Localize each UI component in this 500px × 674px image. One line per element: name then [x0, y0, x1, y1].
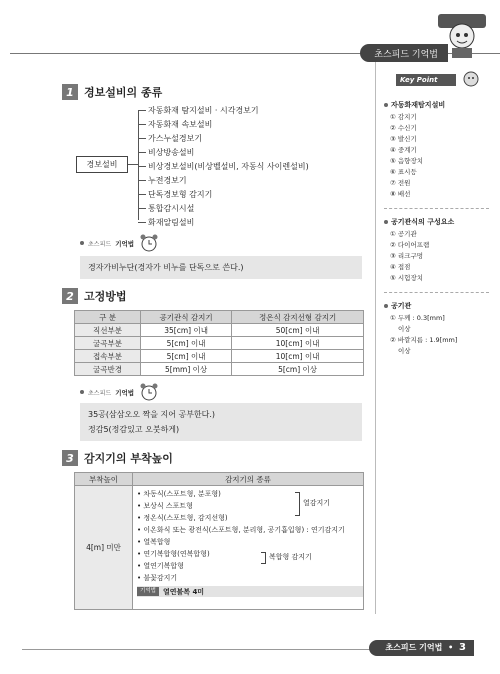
list-item: • 이온화식 또는 광전식(스포트형, 분리형, 공기흡입형) : 연기감지기: [137, 526, 345, 534]
sidebar-item: ⑦ 전원: [390, 179, 411, 187]
section-title: 고정방법: [84, 290, 127, 303]
alarm-clock-icon: [138, 233, 160, 253]
table-header-row: [75, 473, 364, 486]
table-header-row: [75, 311, 364, 324]
table-cell: 10[cm] 이내: [232, 337, 364, 350]
tree-item: 자동화재 탐지설비 · 시각경보기: [138, 103, 309, 117]
section-number-badge: 2: [62, 288, 78, 304]
key-point-sidebar: [384, 70, 489, 357]
sidebar-group-title: 공기관: [384, 301, 489, 311]
table-cell: 5[cm] 이내: [141, 337, 232, 350]
memo-line: 정감5(정감있고 오붓하게): [88, 425, 180, 434]
table-cell: 굴곡반경: [75, 363, 141, 376]
sidebar-item: ③ 발신기: [390, 135, 417, 143]
list-item: • 열연기복합형: [137, 562, 184, 570]
section-title: 경보설비의 종류: [84, 86, 163, 99]
sidebar-item: ⑥ 표시등: [390, 168, 417, 176]
sidebar-divider: [384, 292, 489, 293]
table-cell: 50[cm] 이내: [232, 324, 364, 337]
footer-tab: 초스피드 기억법 • 3: [369, 640, 474, 656]
sidebar-item: ⑧ 배선: [390, 190, 411, 198]
table-row: [75, 486, 364, 610]
sidebar-item: ③ 리크구멍: [390, 252, 424, 260]
memo-line: 경자가비누단(경자가 비누를 단독으로 쓴다.): [88, 263, 244, 272]
alarm-clock-icon: [138, 382, 160, 402]
group-label: 열감지기: [303, 499, 331, 507]
tree-item: 가스누설경보기: [138, 131, 309, 145]
header-tag: 초스피드 기억법: [360, 44, 448, 62]
fixing-method-table: [74, 310, 364, 376]
list-item: • 연기복합형(연복합형): [137, 550, 210, 558]
sidebar-item: ① 두께 : 0.3[mm]: [390, 314, 445, 322]
sidebar-item: ② 바깥지름 : 1.9[mm]: [390, 336, 458, 344]
table-header-cell: 감지기의 종류: [133, 473, 364, 486]
table-cell: 5[mm] 이상: [141, 363, 232, 376]
sidebar-item: ① 공기관: [390, 230, 417, 238]
key-point-logo: [384, 70, 480, 92]
group-bracket: [261, 552, 266, 564]
detector-list-cell: [133, 486, 364, 610]
group-label: 복합형 감지기: [269, 553, 312, 561]
table-row: [75, 324, 364, 337]
tree-connector: [128, 164, 138, 165]
key-point-text: Key Point: [396, 74, 456, 86]
sidebar-item: ② 다이어프램: [390, 241, 430, 249]
sidebar-item: ① 감지기: [390, 113, 417, 121]
section2-heading: [62, 288, 127, 304]
list-item: • 불꽃감지기: [137, 574, 178, 582]
table-cell: 10[cm] 이내: [232, 350, 364, 363]
table-cell: 굴곡부분: [75, 337, 141, 350]
mounting-height-table: [74, 472, 364, 610]
memo-header: [80, 382, 160, 402]
memo-label-bold: 기억법: [115, 239, 135, 248]
table-header-cell: 부착높이: [75, 473, 133, 486]
list-item: • 열복합형: [137, 538, 171, 546]
table-header-cell: 구 분: [75, 311, 141, 324]
list-item: • 차동식(스포트형, 분포형): [137, 490, 221, 498]
mascot-face-icon: [462, 70, 480, 88]
table-header-cell: 공기관식 감지기: [141, 311, 232, 324]
sidebar-group-title: 자동화재탐지설비: [384, 100, 489, 110]
group-bracket: [295, 492, 300, 516]
table-cell: 접속부분: [75, 350, 141, 363]
table-cell: 직선부분: [75, 324, 141, 337]
memo-label: 초스피드: [88, 389, 112, 397]
table-cell: 35[cm] 이내: [141, 324, 232, 337]
tree-list: [138, 103, 309, 230]
table-row: [75, 350, 364, 363]
list-item: • 보상식 스포트형: [137, 502, 193, 510]
memo-box: [80, 256, 362, 279]
bullet-icon: [80, 241, 84, 245]
table-cell: 4[m] 미만: [75, 486, 133, 610]
section-number-badge: 1: [62, 84, 78, 100]
sidebar-item: ⑤ 시험장치: [390, 274, 424, 282]
sidebar-item: 이상: [398, 325, 411, 333]
section3-heading: [62, 450, 173, 466]
bullet-icon: [80, 390, 84, 394]
tree-item: 누전경보기: [138, 173, 309, 187]
footer-label: 초스피드 기억법: [385, 643, 443, 652]
memo-strip: [137, 586, 363, 597]
tree-item: 통합감시시설: [138, 202, 309, 216]
table-row: [75, 337, 364, 350]
sidebar-divider: [384, 208, 489, 209]
memo-label: 초스피드: [88, 240, 112, 248]
section-number-badge: 3: [62, 450, 78, 466]
tree-root: 경보설비: [76, 156, 128, 173]
table-row: [75, 363, 364, 376]
sidebar-item: ⑤ 음향장치: [390, 157, 424, 165]
section1-heading: [62, 84, 162, 100]
section-title: 감지기의 부착높이: [84, 452, 173, 465]
table-header-cell: 정온식 감지선형 감지기: [232, 311, 364, 324]
memo-line: 35공(삼삼오오 짝을 지어 공부한다.): [88, 410, 216, 419]
memo-text: 열연불복 4미: [162, 587, 205, 596]
sidebar-group-title: 공기관식의 구성요소: [384, 217, 489, 227]
firefighter-mascot-icon: [432, 6, 492, 60]
memo-header: [80, 233, 160, 253]
tree-item: 비상방송설비: [138, 145, 309, 159]
sidebar-item: ④ 중계기: [390, 146, 417, 154]
tree-item: 자동화재 속보설비: [138, 117, 309, 131]
tree-item: 비상경보설비(비상벨설비, 자동식 사이렌설비): [138, 159, 309, 173]
list-item: • 정온식(스포트형, 감지선형): [137, 514, 228, 522]
page-number: 3: [459, 642, 466, 653]
memo-tag: 기억법: [137, 587, 159, 596]
tree-item: 화재알림설비: [138, 216, 309, 230]
sidebar-item: ② 수신기: [390, 124, 417, 132]
memo-box: [80, 403, 362, 441]
sidebar-item: 이상: [398, 347, 411, 355]
tree-item: 단독경보형 감지기: [138, 188, 309, 202]
sidebar-item: ④ 접점: [390, 263, 411, 271]
table-cell: 5[cm] 이상: [232, 363, 364, 376]
column-divider: [375, 62, 376, 614]
table-cell: 5[cm] 이내: [141, 350, 232, 363]
memo-label-bold: 기억법: [115, 388, 135, 397]
